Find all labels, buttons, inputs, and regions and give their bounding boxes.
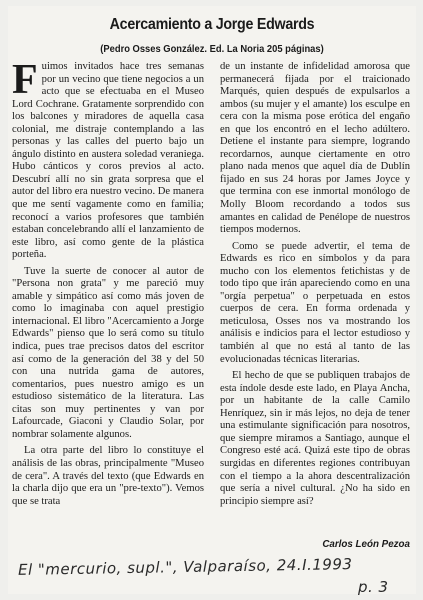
right-column <box>220 61 410 508</box>
paragraph: El hecho de que se publiquen trabajos de esta índole desde este lado, en Playa Ancha, por un habitante de la calle Camilo Henríquez, sin ir más lejos, no deja de tener una estimulante significación para nosotros, que siempre miramos a Santiago, aunque el Congreso esté acá. Quizá este tipo de obras surgidas en diferentes regiones contribuyan con el tiempo a la ahora descentralización que sería a nivel cultural. ¿No ha sido en principio siempre así? <box>220 370 410 507</box>
paragraph: de un instante de infidelidad amorosa que permanecerá fijada por el traicionado Marqués, quien después de expulsarlos a ambos (su mujer y el amante) los esculpe en cera con la misma pose erótica del engaño en que los encontró en el lecho adúltero. Detiene el instante para siempre, logrando recordarnos, aunque ciertamente en otro plano nada menos que aquel día de Dublín fijado en sus 24 horas por James Joyce y que termina con ese inmortal monólogo de Molly Bloom recordando a todos sus amantes en calidad de Penélope de nuestros tiempos modernos. <box>220 61 410 236</box>
handwritten-source: El "mercurio, supl.", Valparaíso, 24.I.1993 <box>17 555 353 579</box>
paragraph: La otra parte del libro lo constituye el análisis de las obras, principalmente "Museo de cera". A través del texto (que Edwards en la charla dijo que era un "pre-texto"). Vemos que se trata <box>12 445 204 507</box>
handwritten-page: p. 3 <box>358 578 389 596</box>
paragraph: Fuimos invitados hace tres semanas por un vecino que tiene negocios a un acto que se efectuaba en el Museo Lord Cochrane. Gratamente sorprendido con los balcones y miradores de aquella casa colonial, me distraje contemplando a las personas y las calles del puerto bajo un ángulo distinto en austera soledad veraniega. Hubo cánticos y coros previos al acto. Descubrí allí no sin grata sorpresa que el autor del libro era nuestro vecino. De manera que me sentí vagamente como en familia; reconocí a varios profesores que también estaban concelebrando allí el lanzamiento de este libro, así como gente de la plástica porteña. <box>12 57 204 261</box>
column-divider <box>212 62 213 540</box>
article-title: Acercamiento a Jorge Edwards <box>109 16 315 33</box>
paragraph: Como se puede advertir, el tema de Edwards es rico en símbolos y da para mucho con los elementos fetichistas y de todo tipo que irán apareciendo como en una "orgía perpetua" o perpetuada en estos cuerpos de cera. En forma ordenada y meticulosa, Osses nos va mostrando los análisis e indicios para el lector estudioso y también al que no está al tanto de las evolucionadas técnicas literarias. <box>220 240 410 365</box>
drop-cap: F <box>12 57 38 103</box>
handwritten-source-note <box>16 555 416 596</box>
paragraph: Tuve la suerte de conocer al autor de "Persona non grata" y me pareció muy amable y simpático así como más joven de como lo imaginaba con aquel prestigio internacional. El libro "Acercamiento a Jorge Edwards" pienso que lo será como su título indica, pues trae precisos datos del escritor así como de la generación del 38 y del 50 con una nutrida gama de autores, comentarios, pues nuestro amigo es un estudioso sistemático de la literatura. Las citas son muy pertinentes y van por Lafourcade, Giaconi y Claudio Solar, por nombrar solamente algunos. <box>12 265 204 440</box>
author-signature: Carlos León Pezoa <box>322 539 410 550</box>
article-byline: (Pedro Osses González. Ed. La Noria 205 páginas) <box>100 44 324 55</box>
left-column <box>12 57 204 508</box>
newspaper-clipping <box>8 6 416 594</box>
